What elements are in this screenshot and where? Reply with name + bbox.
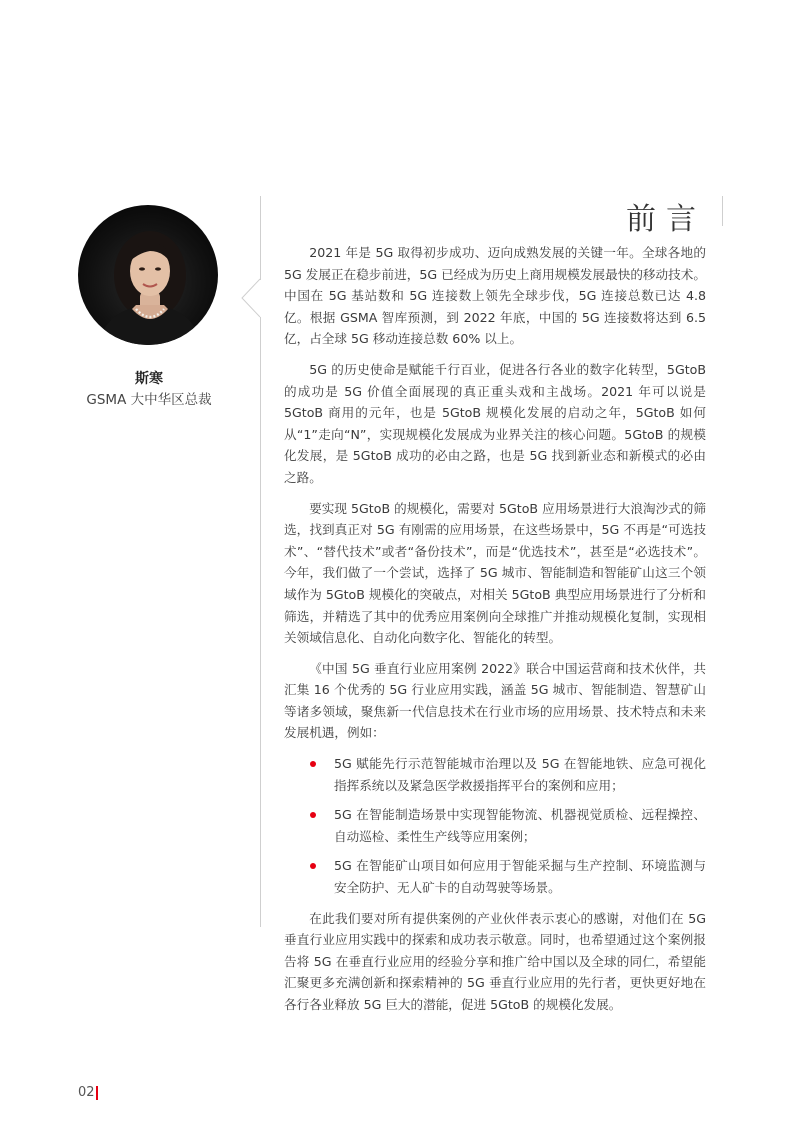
profile-role: GSMA 大中华区总裁	[86, 392, 212, 408]
portrait-photo	[78, 205, 218, 345]
bullet-dot-icon	[310, 863, 316, 869]
list-item	[304, 855, 706, 898]
page-number-marker	[96, 1086, 98, 1100]
profile-name: 斯寒	[135, 371, 163, 387]
speech-pointer	[240, 278, 262, 322]
paragraph: 《中国 5G 垂直行业应用案例 2022》联合中国运营商和技术伙伴，共汇集 16 个优秀的 5G 行业应用实践，涵盖 5G 城市、智能制造、智慧矿山等诸多领域，聚焦新一代信息技术在行业市场的应用场景、技术特点和未来发展机遇，例如：	[284, 660, 706, 741]
bullet-dot-icon	[310, 761, 316, 767]
list-item	[304, 804, 706, 847]
paragraph: 5G 的历史使命是赋能千行百业，促进各行各业的数字化转型，5GtoB 的成功是 5G 价值全面展现的真正重头戏和主战场。2021 年可以说是 5GtoB 商用的元年，也是 5GtoB 规模化发展的启动之年，5GtoB 如何从“1”走向“N”，实现规模化发展成为业界关注的核心问题。5GtoB 的规模化发展，是 5GtoB 成功的必由之路，也是 5G 找到新业态和新模式的必由之路。	[284, 361, 706, 485]
closing-paragraph: 在此我们要对所有提供案例的产业伙伴表示衷心的感谢，对他们在 5G 垂直行业应用实践中的探索和成功表示敬意。同时，也希望通过这个案例报告将 5G 在垂直行业应用的经验分享和推广给中国以及全球的同仁，希望能汇聚更多充满创新和探索精神的 5G 垂直行业应用的先行者，更快更好地在各行各业释放 5G 巨大的潜能，促进 5GtoB 的规模化发展。	[284, 910, 706, 1012]
frame-divider-right	[722, 196, 723, 226]
page-number: 02	[78, 1085, 95, 1100]
article-body	[284, 242, 706, 1025]
bullet-list	[284, 753, 706, 899]
frame-divider-lower	[260, 317, 261, 927]
portrait-illustration	[78, 205, 218, 345]
page-title: 前言	[626, 202, 706, 237]
bullet-dot-icon	[310, 812, 316, 818]
frame-divider-upper	[260, 196, 261, 280]
list-item-text: 5G 在智能制造场景中实现智能物流、机器视觉质检、远程操控、自动巡检、柔性生产线等应用案例；	[334, 807, 706, 844]
list-item	[304, 753, 706, 796]
list-item-text: 5G 赋能先行示范智能城市治理以及 5G 在智能地铁、应急可视化指挥系统以及紧急医学救援指挥平台的案例和应用；	[334, 756, 706, 793]
list-item-text: 5G 在智能矿山项目如何应用于智能采掘与生产控制、环境监测与安全防护、无人矿卡的自动驾驶等场景。	[334, 858, 706, 896]
paragraph: 要实现 5GtoB 的规模化，需要对 5GtoB 应用场景进行大浪淘沙式的筛选，找到真正对 5G 有刚需的应用场景，在这些场景中，5G 不再是“可选技术”、“替代技术”或者“备份技术”，而是“优选技术”，甚至是“必选技术”。今年，我们做了一个尝试，选择了 5G 城市、智能制造和智能矿山这三个领域作为 5GtoB 规模化的突破点，对相关 5GtoB 典型应用场景进行了分析和筛选，并精选了其中的优秀应用案例向全球推广并推动规模化复制，实现相关领域信息化、自动化向数字化、智能化的转型。	[284, 500, 706, 646]
paragraph: 2021 年是 5G 取得初步成功、迈向成熟发展的关键一年。全球各地的 5G 发展正在稳步前进，5G 已经成为历史上商用规模发展最快的移动技术。中国在 5G 基站数和 5G 连接数上领先全球步伐，5G 连接总数已达 4.8 亿。根据 GSMA 智库预测，到 2022 年底，中国的 5G 连接数将达到 6.5 亿，占全球 5G 移动连接总数 60% 以上。	[284, 245, 706, 347]
